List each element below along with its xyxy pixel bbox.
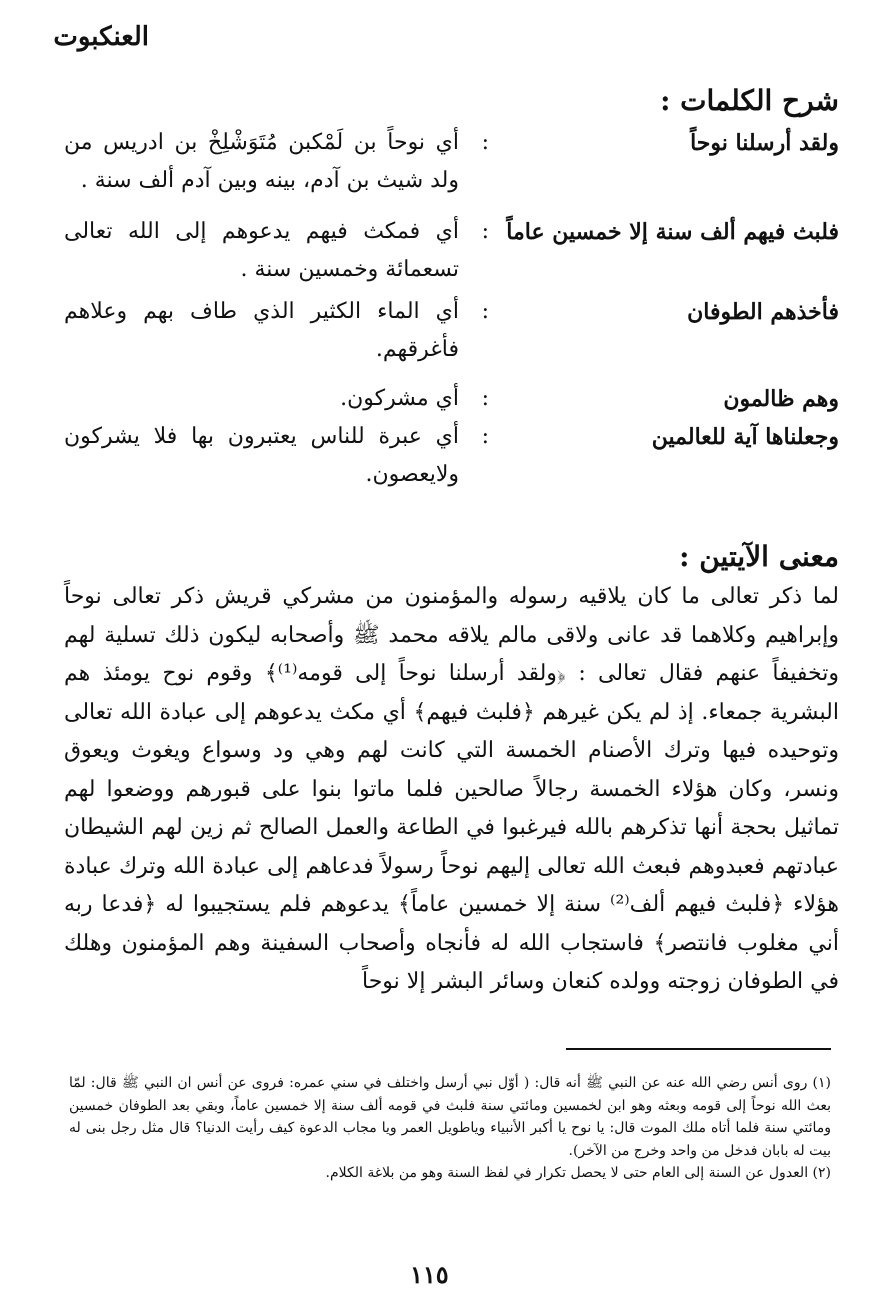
- glossary-colon: :: [481, 299, 489, 324]
- glossary-definition: أي عبرة للناس يعتبرون بها فلا يشركون ولايعصون.: [64, 424, 459, 487]
- meaning-body: لما ذكر تعالى ما كان يلاقيه رسوله والمؤمنون من مشركي قريش ذكر تعالى نوحاً وإبراهيم وكلاهما قد عانى ولاقى مالم يلاقه محمد ﷺ وأصحابه ليكون ذلك تسلية لهم وتخفيفاً عنهم فقال تعالى : ﴿ولقد أرسلنا نوحاً إلى قومه⁽¹⁾﴾ وقوم نوح يومئذ هم البشرية جمعاء. إذ لم يكن غيرهم ﴿فلبث فيهم﴾ أي مكث يدعوهم إلى عبادة الله تعالى وتوحيده فيها وترك الأصنام الخمسة التي كانت لهم وهي ود وسواع ويغوث ويعوق ونسر، وكان هؤلاء الخمسة رجالاً صالحين فلما ماتوا بنوا على قبورهم ووضعوا لهم تماثيل بحجة أنها تذكرهم بالله فيرغبوا في الطاعة والعمل الصالح ثم زين لهم الشيطان عبادتهم فعبدوهم فبعث الله تعالى إليهم نوحاً رسولاً فدعاهم إلى عبادة الله وترك عبادة هؤلاء ﴿فلبث فيهم ألف⁽²⁾ سنة إلا خمسين عاماً﴾ يدعوهم فلم يستجيبوا له ﴿فدعا ربه أني مغلوب فانتصر﴾ فاستجاب الله له فأنجاه وأصحاب السفينة وهم المؤمنون وهلك في الطوفان زوجته وولده كنعان وسائر البشر إلا نوحاً: [64, 584, 839, 994]
- meaning-title: معنى الآيتين :: [679, 540, 839, 573]
- footnote-2: (٢) العدول عن السنة إلى العام حتى لا يحصل تكرار في لفظ السنة وهو من بلاغة الكلام.: [325, 1165, 831, 1181]
- page-number: ١١٥: [410, 1260, 449, 1289]
- glossary-term: وهم ظالمون: [723, 386, 839, 412]
- glossary-term: وجعلناها آية للعالمين: [651, 424, 839, 450]
- glossary-definition: أي نوحاً بن لَمْكبن مُتَوَشْلِخْ بن ادريس من ولد شيث بن آدم، بينه وبين آدم ألف سنة .: [64, 130, 459, 193]
- glossary-definition: أي مشركون.: [340, 386, 459, 411]
- glossary-colon: :: [481, 219, 489, 244]
- glossary-colon: :: [481, 130, 489, 155]
- glossary-term: فأخذهم الطوفان: [687, 299, 839, 325]
- running-title: العنكبوت: [53, 22, 149, 52]
- footnote-divider: [566, 1048, 831, 1050]
- glossary-colon: :: [481, 424, 489, 449]
- glossary-colon: :: [481, 386, 489, 411]
- glossary-definition: أي الماء الكثير الذي طاف بهم وعلاهم فأغرقهم.: [64, 299, 459, 362]
- glossary-definition: أي فمكث فيهم يدعوهم إلى الله تعالى تسعمائة وخمسين سنة .: [64, 219, 459, 282]
- glossary-title: شرح الكلمات :: [660, 84, 839, 117]
- footnotes: [69, 1072, 831, 1185]
- glossary-term: ولقد أرسلنا نوحاً: [690, 130, 839, 156]
- footnote-1: (١) روى أنس رضي الله عنه عن النبي ﷺ أنه قال: ( أوّل نبي أرسل واختلف في سني عمره: فروى عن أنس ان النبي ﷺ قال: لمّا بعث الله نوحاً إلى قومه وبعثه وهو ابن لخمسين ومائتي سنة فلبث في قومه ألف سنة إلا خمسين عاماً، وبقي بعد الطوفان خمسين ومائتي سنة فلما أتاه ملك الموت قال: يا نوح يا أكبر الأنبياء وياطويل العمر ويا مجاب الدعوة كيف رأيت الدنيا؟ قال مثل رجل بنى له بيت له بابان فدخل من واحد وخرج من الآخر).: [69, 1075, 831, 1159]
- glossary-term: فلبث فيهم ألف سنة إلا خمسين عاماً: [506, 219, 839, 245]
